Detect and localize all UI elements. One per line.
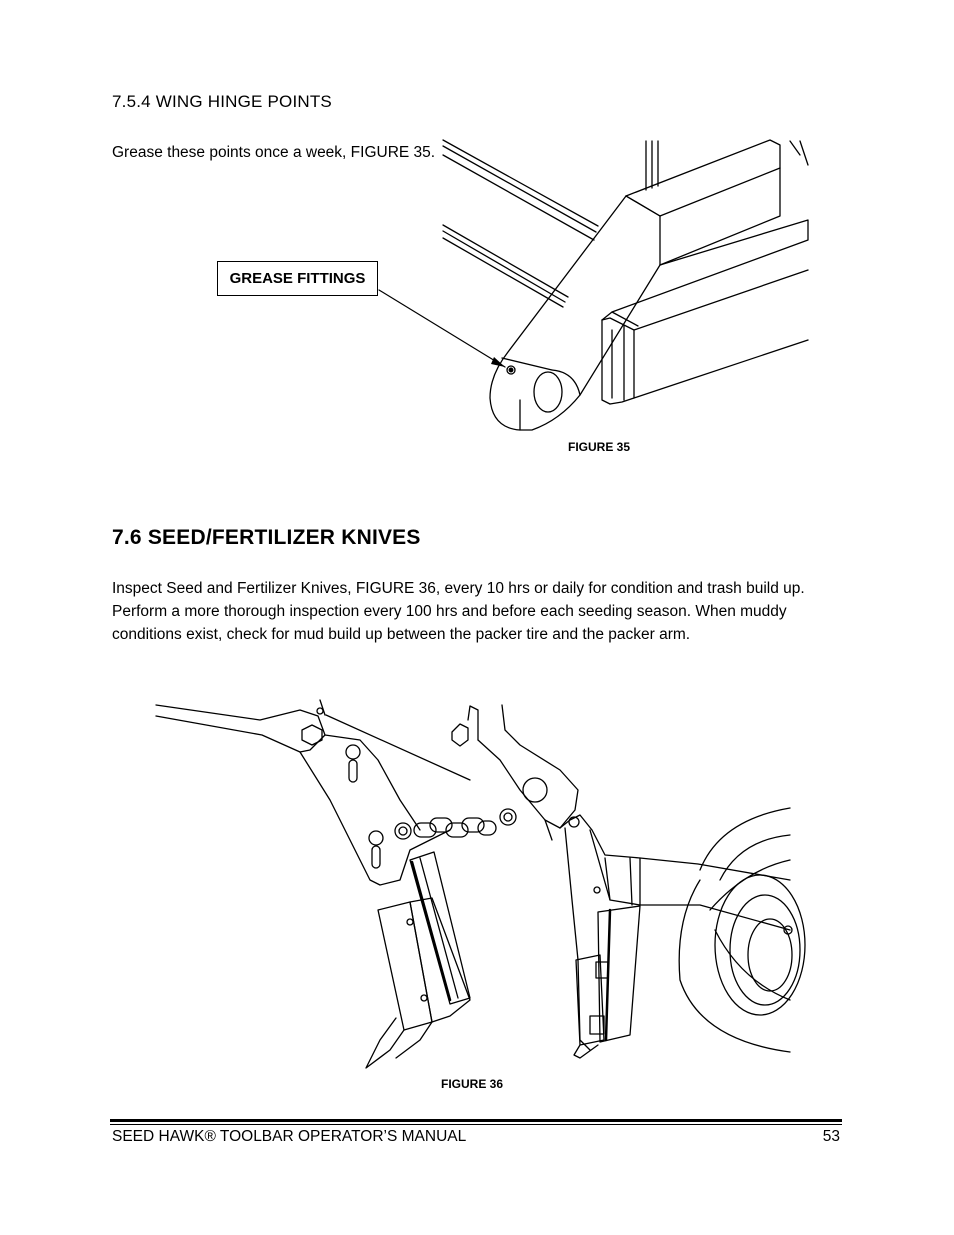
footer-rule bbox=[110, 1119, 842, 1122]
footer-rule-thin bbox=[110, 1124, 842, 1125]
subsection-heading: 7.5.4 WING HINGE POINTS bbox=[112, 92, 332, 111]
knife-inspection-text: Inspect Seed and Fertilizer Knives, FIGURE 36, every 10 hrs or daily for condition and trash build up. Perform a more thorough inspection every 100 hrs and before each seeding season. When muddy conditions exist, check for mud build up between the packer tire and the packer arm. bbox=[112, 580, 805, 643]
figure-36-caption: FIGURE 36 bbox=[441, 1077, 504, 1091]
grease-instruction-text: Grease these points once a week, FIGURE 35. bbox=[112, 144, 436, 161]
page-number: 53 bbox=[822, 1128, 840, 1145]
footer-manual-title: SEED HAWK® TOOLBAR OPERATOR’S MANUAL bbox=[112, 1128, 467, 1145]
section-heading: 7.6 SEED/FERTILIZER KNIVES bbox=[112, 526, 421, 549]
grease-fittings-callout: GREASE FITTINGS bbox=[217, 261, 378, 296]
figure-35-caption: FIGURE 35 bbox=[568, 440, 631, 454]
